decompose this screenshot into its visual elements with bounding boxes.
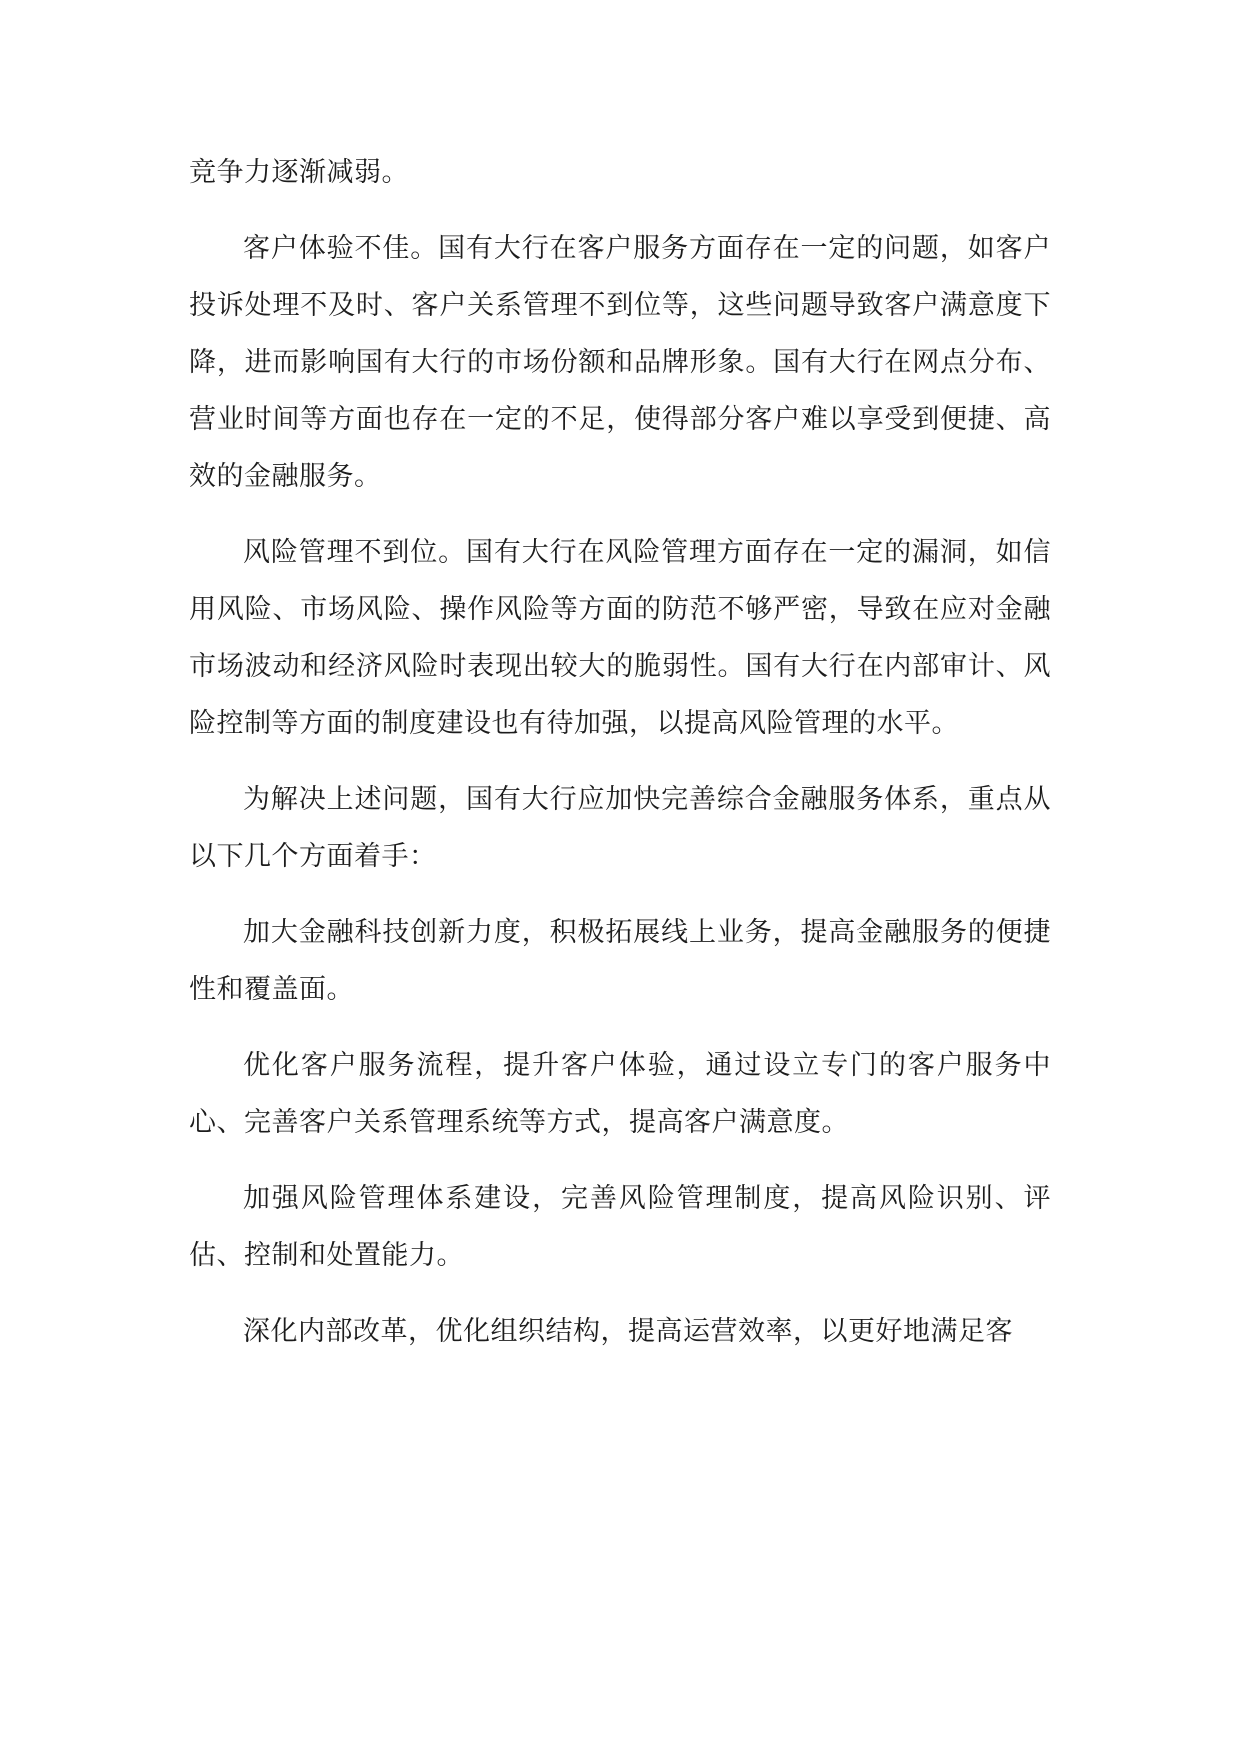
paragraph-solutions-intro: 为解决上述问题，国有大行应加快完善综合金融服务体系，重点从以下几个方面着手：	[189, 784, 1051, 872]
paragraph-risk-management: 风险管理不到位。国有大行在风险管理方面存在一定的漏洞，如信用风险、市场风险、操作风险等方面的防范不够严密，导致在应对金融市场波动和经济风险时表现出较大的脆弱性。国有大行在内部审计、风险控制等方面的制度建设也有待加强，以提高风险管理的水平。	[189, 537, 1051, 739]
paragraph-customer-service: 优化客户服务流程，提升客户体验，通过设立专门的客户服务中心、完善客户关系管理系统等方式，提高客户满意度。	[189, 1050, 1051, 1138]
document-body	[189, 144, 1051, 1360]
paragraph-fintech: 加大金融科技创新力度，积极拓展线上业务，提高金融服务的便捷性和覆盖面。	[189, 917, 1051, 1005]
paragraph-continuation: 竞争力逐渐减弱。	[189, 157, 409, 188]
paragraph-internal-reform: 深化内部改革，优化组织结构，提高运营效率，以更好地满足客	[243, 1316, 1013, 1347]
paragraph-risk-system: 加强风险管理体系建设，完善风险管理制度，提高风险识别、评估、控制和处置能力。	[189, 1183, 1051, 1271]
paragraph-customer-experience: 客户体验不佳。国有大行在客户服务方面存在一定的问题，如客户投诉处理不及时、客户关系管理不到位等，这些问题导致客户满意度下降，进而影响国有大行的市场份额和品牌形象。国有大行在网点分布、营业时间等方面也存在一定的不足，使得部分客户难以享受到便捷、高效的金融服务。	[189, 233, 1051, 492]
